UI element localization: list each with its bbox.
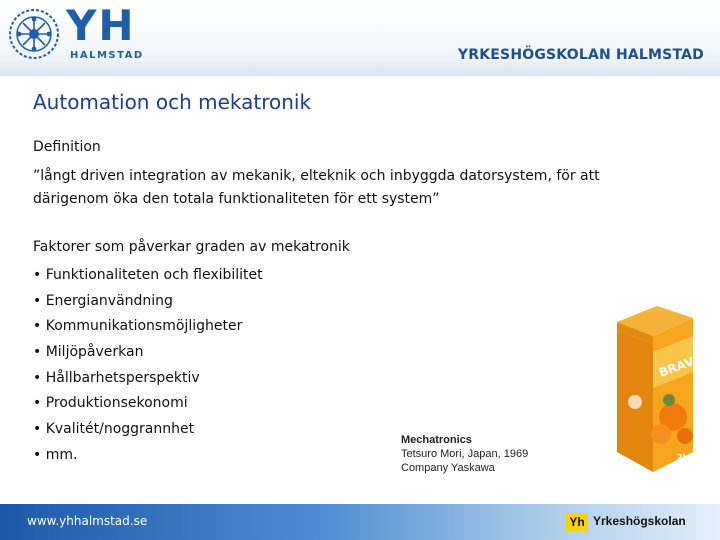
- yh-logo-icon: [6, 6, 62, 62]
- carton-brand: BRAVO: [656, 350, 706, 380]
- slide-title: Automation och mekatronik: [33, 90, 312, 114]
- juice-carton-image: [607, 302, 706, 474]
- factor-item: • Kvalitét/noggrannhet: [33, 421, 195, 438]
- header: [0, 0, 720, 76]
- factor-item: • Produktionsekonomi: [33, 395, 188, 412]
- factors-list: [33, 264, 263, 470]
- footer: [0, 504, 720, 540]
- factors-heading: Faktorer som påverkar graden av mekatronik: [33, 239, 350, 255]
- logo-city: HALMSTAD: [70, 50, 144, 61]
- definition-text: ”långt driven integration av mekanik, elteknik och inbyggda datorsystem, för att därigenom öka den totala funktionaliteten för ett system”: [33, 168, 600, 207]
- factor-item: • Miljöpåverkan: [33, 344, 144, 361]
- school-name: YRKESHÖGSKOLAN HALMSTAD: [457, 47, 704, 63]
- caption-line: Tetsuro Mori, Japan, 1969: [401, 448, 529, 460]
- definition-heading: Definition: [33, 139, 101, 155]
- carton-size: 2L: [677, 453, 688, 462]
- footer-brand: Yrkeshögskolan: [593, 514, 686, 528]
- factor-item: • Kommunikationsmöjligheter: [33, 318, 243, 335]
- factor-item: • mm.: [33, 446, 78, 463]
- image-caption: [401, 433, 528, 475]
- header-band: [0, 62, 720, 76]
- factor-item: • Hållbarhetsperspektiv: [33, 369, 200, 386]
- factor-item: • Funktionaliteten och flexibilitet: [33, 267, 263, 283]
- footer-url[interactable]: www.yhhalmstad.se: [27, 514, 148, 528]
- caption-line: Company Yaskawa: [401, 462, 495, 474]
- yh-badge-icon: Yh: [566, 513, 588, 531]
- factor-item: • Energianvändning: [33, 292, 173, 309]
- caption-title: Mechatronics: [401, 434, 472, 446]
- logo-letters: YH: [66, 1, 136, 50]
